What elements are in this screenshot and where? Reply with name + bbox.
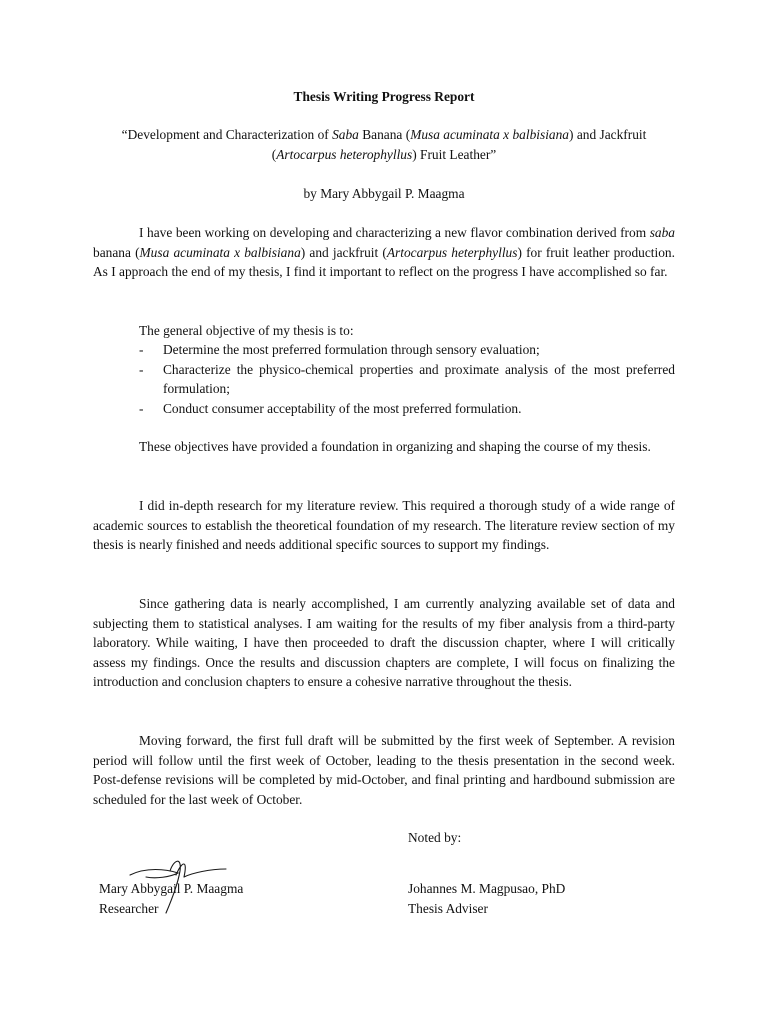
paragraph-intro-text: ) for fruit leather production. As I approach the end of my thesis, I find it important to reflect on the progress I have accomplished so far. <box>93 244 675 280</box>
list-item <box>139 340 675 360</box>
list-dash: - <box>139 361 144 377</box>
paragraph-intro-text: ) and jackfruit ( <box>300 244 387 260</box>
paragraph-analysis: Since gathering data is nearly accomplished, I am currently analyzing available set of data and subjecting them to statistical analyses. I am waiting for the results of my fiber analysis from a third-party laboratory. While waiting, I have then proceeded to draft the discussion chapter, where I will critically assess my findings. Once the results and discussion chapters are complete, I will focus on finalizing the introduction and conclusion chapters to ensure a cohesive narrative throughout the thesis. <box>93 596 675 690</box>
paragraph-intro-text: banana ( <box>93 244 140 260</box>
list-item <box>139 399 675 419</box>
paragraph-intro <box>93 223 675 282</box>
adviser-role: Thesis Adviser <box>408 900 488 916</box>
thesis-title-part: “Development and Characterization of <box>121 127 333 142</box>
thesis-title-part: ) and Jackfruit ( <box>271 127 647 162</box>
paragraph-literature: I did in-depth research for my literature review. This required a thorough study of a wide range of academic sources to establish the theoretical foundation of my research. The literature review section of my thesis is nearly finished and needs additional specific sources to support my findings. <box>93 498 675 553</box>
noted-by-label: Noted by: <box>408 830 462 845</box>
objectives-intro: The general objective of my thesis is to: <box>139 323 354 338</box>
thesis-title-saba: Saba <box>332 127 359 142</box>
thesis-title-part: Banana ( <box>358 127 411 142</box>
thesis-title-artocarpus: Artocarpus heterophyllus <box>276 146 413 162</box>
list-item <box>139 360 675 399</box>
thesis-title-part: ) Fruit Leather” <box>412 146 497 162</box>
author-byline: by Mary Abbygail P. Maagma <box>303 186 465 201</box>
paragraph-intro-artocarpus: Artocarpus heterphyllus <box>386 244 518 260</box>
list-item-text: Determine the most preferred formulation through sensory evaluation; <box>163 342 540 357</box>
paragraph-intro-saba: saba <box>649 225 675 240</box>
paragraph-schedule: Moving forward, the first full draft will be submitted by the first week of September. A revision period will follow until the first week of October, leading to the thesis presentation in the second week. Post-defense revisions will be completed by mid-October, and final printing and hardbound submission are scheduled for the last week of October. <box>93 733 675 807</box>
list-dash: - <box>139 400 144 416</box>
list-item-text: Conduct consumer acceptability of the most preferred formulation. <box>163 400 522 416</box>
researcher-name: Mary Abbygail P. Maagma <box>99 881 244 896</box>
report-title: Thesis Writing Progress Report <box>293 89 475 104</box>
adviser-signature-block <box>408 879 565 918</box>
list-dash: - <box>139 342 144 357</box>
adviser-name: Johannes M. Magpusao, PhD <box>408 881 566 896</box>
paragraph-intro-text: I have been working on developing and characterizing a new flavor combination derived from <box>139 225 650 240</box>
objectives-list <box>139 340 675 418</box>
paragraph-intro-musa: Musa acuminata x balbisiana <box>139 244 301 260</box>
paragraph-objectives-summary: These objectives have provided a foundation in organizing and shaping the course of my thesis. <box>139 439 651 454</box>
list-item-text: Characterize the physico-chemical properties and proximate analysis of the most preferred formulation; <box>163 361 675 397</box>
researcher-role: Researcher <box>99 900 159 916</box>
researcher-signature-block <box>99 879 243 918</box>
thesis-title <box>100 125 668 164</box>
thesis-title-musa: Musa acuminata x balbisiana <box>410 127 570 142</box>
